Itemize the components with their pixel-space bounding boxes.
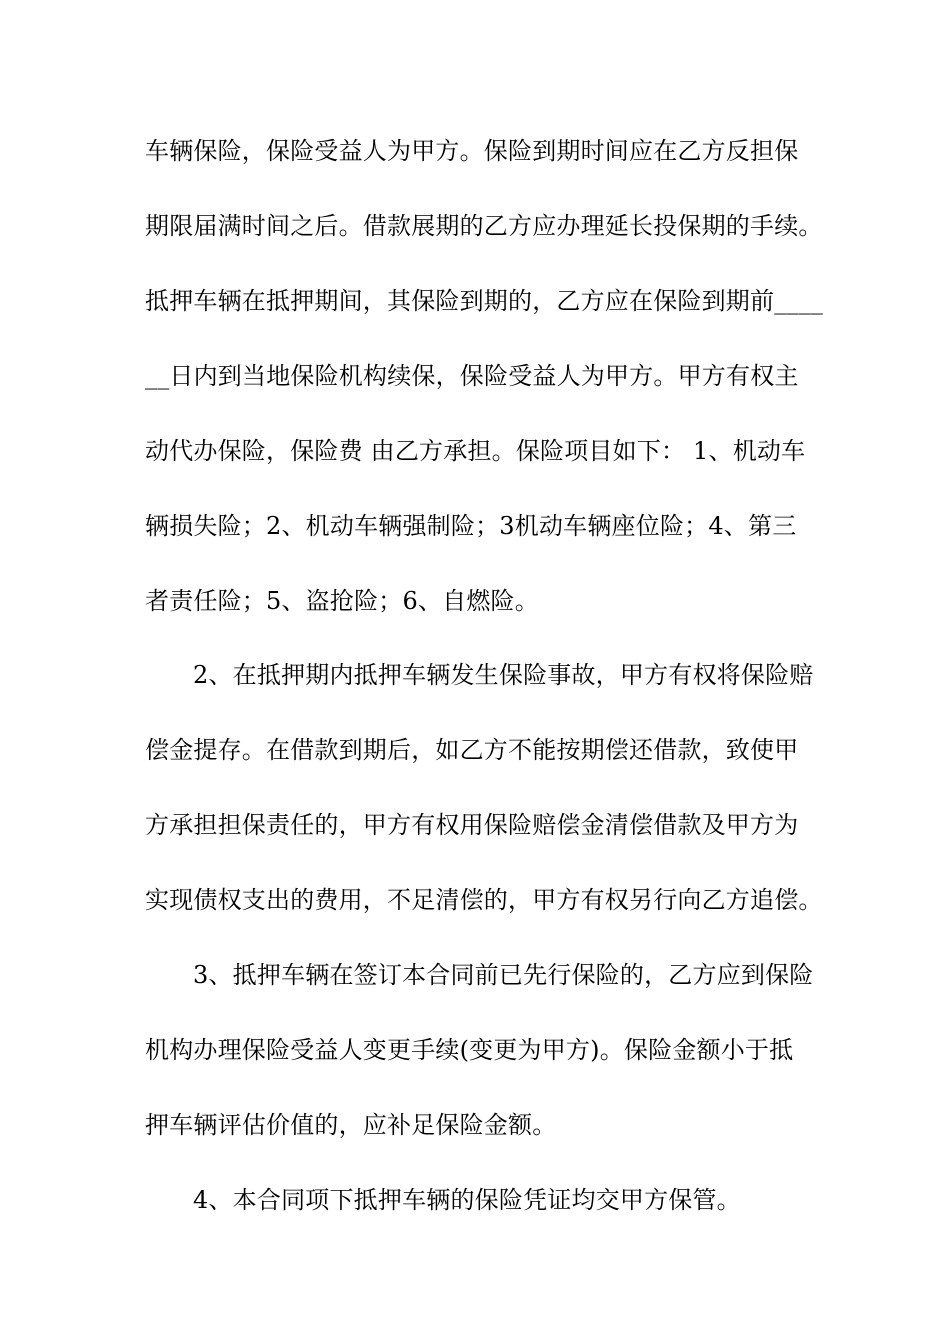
text-line: __日内到当地保险机构续保，保险受益人为甲方。甲方有权主	[145, 362, 799, 390]
text-line: 动代办保险，保险费 由乙方承担。保险项目如下： 1、机动车	[145, 437, 806, 465]
text-line: 期限届满时间之后。借款展期的乙方应办理延长投保期的手续。	[145, 212, 823, 240]
text-line: 实现债权支出的费用，不足清偿的，甲方有权另行向乙方追偿。	[145, 886, 823, 914]
text-line: 辆损失险；2、机动车辆强制险；3机动车辆座位险；4、第三	[145, 512, 797, 540]
text-line: 车辆保险，保险受益人为甲方。保险到期时间应在乙方反担保	[145, 137, 799, 165]
text-line: 偿金提存。在借款到期后，如乙方不能按期偿还借款，致使甲	[145, 736, 799, 764]
paragraph-4-line: 4、本合同项下抵押车辆的保险凭证均交甲方保管。	[193, 1186, 741, 1214]
text-line: 押车辆评估价值的，应补足保险金额。	[145, 1111, 557, 1139]
text-line: 机构办理保险受益人变更手续(变更为甲方)。保险金额小于抵	[145, 1036, 794, 1064]
paragraph-3-line: 3、抵押车辆在签订本合同前已先行保险的，乙方应到保险	[193, 961, 814, 989]
paragraph-2-line: 2、在抵押期内抵押车辆发生保险事故，甲方有权将保险赔	[193, 661, 814, 689]
text-line: 抵押车辆在抵押期间，其保险到期的，乙方应在保险到期前____	[145, 287, 823, 315]
text-line: 方承担担保责任的，甲方有权用保险赔偿金清偿借款及甲方为	[145, 811, 799, 839]
text-line: 者责任险；5、盗抢险；6、自燃险。	[145, 587, 539, 615]
